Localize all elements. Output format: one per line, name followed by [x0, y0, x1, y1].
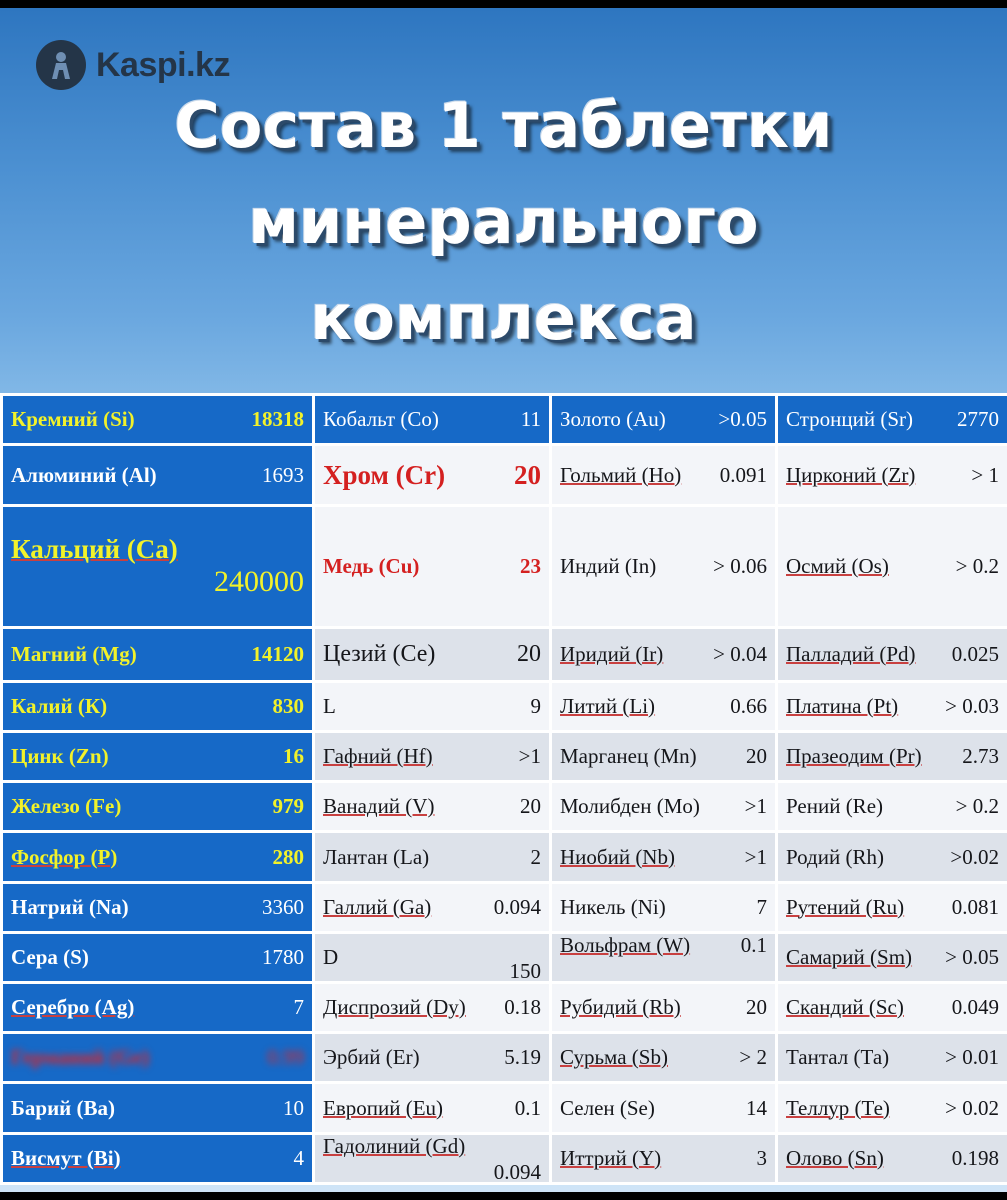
table-row	[2, 983, 1007, 1033]
table-cell	[314, 681, 551, 731]
element-value: 150	[509, 958, 541, 983]
element-value: 7	[756, 894, 767, 919]
element-name: Рубидий (Rb)	[560, 995, 681, 1020]
element-value: 830	[272, 693, 304, 718]
table-cell	[2, 628, 314, 682]
table-row	[2, 1033, 1007, 1083]
element-name: Гольмий (Ho)	[560, 462, 682, 487]
table-cell	[2, 395, 314, 445]
table-cell	[314, 445, 551, 506]
table-cell	[551, 506, 777, 628]
element-name: Индий (In)	[560, 554, 657, 579]
table-cell	[777, 832, 1007, 882]
element-name: Стронций (Sr)	[786, 407, 914, 432]
element-value: 4	[293, 1145, 304, 1170]
element-value: 0.081	[951, 894, 999, 919]
element-value: > 0.2	[955, 794, 999, 819]
element-name: Иридий (Ir)	[560, 641, 664, 666]
element-name: Тантал (Та)	[786, 1045, 890, 1070]
element-name: Вольфрам (W)	[560, 932, 691, 957]
element-name: Родий (Rh)	[786, 844, 884, 869]
element-value: 20	[746, 744, 767, 769]
poster	[0, 8, 1007, 1192]
table-cell	[2, 1083, 314, 1133]
table-cell	[2, 1133, 314, 1183]
element-value: >0.05	[718, 407, 767, 432]
element-value: >1	[744, 844, 767, 869]
table-cell	[551, 782, 777, 832]
element-value: 0.1	[740, 932, 767, 957]
element-name: Цирконий (Zr)	[786, 462, 916, 487]
table-cell	[314, 1133, 551, 1183]
table-cell	[2, 932, 314, 982]
table-cell	[314, 395, 551, 445]
table-cell	[314, 882, 551, 932]
element-name: Празеодим (Pr)	[786, 744, 922, 769]
element-name: Марганец (Mn)	[560, 744, 697, 769]
table-cell	[314, 983, 551, 1033]
table-cell	[777, 628, 1007, 682]
table-cell	[777, 681, 1007, 731]
element-value: >1	[518, 744, 541, 769]
table-cell	[2, 681, 314, 731]
element-name: Европий (Eu)	[323, 1095, 444, 1120]
element-name: Лантан (La)	[323, 844, 430, 869]
page-title	[0, 78, 1007, 366]
element-value: 2770	[957, 407, 999, 432]
element-value: 2	[530, 844, 541, 869]
element-value: 0.049	[951, 995, 999, 1020]
table-cell	[551, 628, 777, 682]
element-name: Галлий (Ga)	[323, 894, 432, 919]
table-row	[2, 1083, 1007, 1133]
element-value: 20	[514, 459, 541, 490]
table-row	[2, 932, 1007, 982]
table-cell	[551, 681, 777, 731]
table-cell	[2, 445, 314, 506]
table-cell	[2, 882, 314, 932]
element-name: Ванадий (V)	[323, 794, 435, 819]
element-value: > 0.01	[945, 1045, 999, 1070]
table-row	[2, 681, 1007, 731]
element-value: > 1	[971, 462, 999, 487]
table-cell	[314, 932, 551, 982]
table-cell	[314, 1033, 551, 1083]
element-value: 10	[283, 1095, 304, 1120]
table-cell	[777, 732, 1007, 782]
element-name: Кремний (Si)	[11, 407, 135, 432]
element-name: Рутений (Ru)	[786, 894, 905, 919]
element-value: 1780	[262, 944, 304, 969]
element-name: Платина (Pt)	[786, 693, 899, 718]
element-value: 240000	[214, 565, 304, 599]
table-cell	[551, 1033, 777, 1083]
element-name: Калий (К)	[11, 693, 108, 718]
element-value: > 0.05	[945, 944, 999, 969]
element-name: Германий (Ge)	[11, 1045, 150, 1070]
element-value: 0.094	[493, 1159, 541, 1184]
element-name: Кобальт (Со)	[323, 407, 439, 432]
element-value: 5.19	[504, 1045, 541, 1070]
table-cell	[314, 832, 551, 882]
table-row	[2, 882, 1007, 932]
element-name: Кальций (Са)	[11, 534, 178, 565]
table-row	[2, 628, 1007, 682]
element-name: Цинк (Zn)	[11, 744, 109, 769]
title-line-2: минерального	[248, 185, 759, 258]
element-name: Литий (Li)	[560, 693, 656, 718]
element-name: Гадолиний (Gd)	[323, 1133, 466, 1158]
element-name: L	[323, 693, 336, 718]
table-cell	[777, 445, 1007, 506]
table-cell	[314, 732, 551, 782]
element-name: Барий (Ba)	[11, 1095, 116, 1120]
table-cell	[777, 506, 1007, 628]
element-value: 7	[293, 995, 304, 1020]
table-cell	[551, 932, 777, 982]
table-cell	[2, 983, 314, 1033]
element-value: 0.198	[951, 1145, 999, 1170]
element-name: Никель (Ni)	[560, 894, 666, 919]
element-name: Самарий (Sm)	[786, 944, 913, 969]
element-value: > 0.2	[955, 554, 999, 579]
element-value: 0.1	[514, 1095, 541, 1120]
table-row	[2, 732, 1007, 782]
table-cell	[314, 506, 551, 628]
table-cell	[777, 1033, 1007, 1083]
element-value: 20	[520, 794, 541, 819]
element-value: 0.99	[267, 1045, 304, 1070]
table-cell	[777, 395, 1007, 445]
element-value: 3360	[262, 894, 304, 919]
table-cell	[777, 882, 1007, 932]
table-cell	[314, 628, 551, 682]
element-value: 16	[283, 744, 304, 769]
element-name: Висмут (Bi)	[11, 1145, 121, 1170]
element-name: Натрий (Na)	[11, 894, 129, 919]
element-name: Палладий (Pd)	[786, 641, 916, 666]
table-cell	[777, 983, 1007, 1033]
element-name: Гафний (Hf)	[323, 744, 433, 769]
element-value: 14120	[251, 641, 304, 666]
table-row	[2, 832, 1007, 882]
element-name: Скандий (Sc)	[786, 995, 904, 1020]
element-value: 979	[272, 794, 304, 819]
element-value: >0.02	[950, 844, 999, 869]
element-value: 11	[520, 407, 541, 432]
element-name: Цезий (Се)	[323, 640, 436, 667]
table-row	[2, 445, 1007, 506]
table-row	[2, 782, 1007, 832]
element-value: 0.025	[951, 641, 999, 666]
element-value: 9	[530, 693, 541, 718]
watermark-text: Kaspi.kz	[96, 45, 230, 84]
element-name: Сурьма (Sb)	[560, 1045, 668, 1070]
element-value: 1693	[262, 462, 304, 487]
element-name: Железо (Fe)	[11, 794, 122, 819]
table-cell	[2, 1033, 314, 1083]
element-name: Олово (Sn)	[786, 1145, 884, 1170]
element-value: 280	[272, 844, 304, 869]
element-value: 18318	[251, 407, 304, 432]
element-name: D	[323, 944, 339, 969]
element-name: Золото (Au)	[560, 407, 666, 432]
table-cell	[2, 506, 314, 628]
element-name: Сера (S)	[11, 944, 89, 969]
element-value: 23	[520, 554, 541, 579]
table-cell	[551, 983, 777, 1033]
element-name: Осмий (Os)	[786, 554, 889, 579]
element-value: >1	[744, 794, 767, 819]
element-name: Иттрий (Y)	[560, 1145, 662, 1170]
element-name: Хром (Cr)	[323, 459, 446, 490]
table-cell	[2, 732, 314, 782]
element-value: > 0.06	[713, 554, 767, 579]
element-name: Эрбий (Er)	[323, 1045, 420, 1070]
element-value: 0.18	[504, 995, 541, 1020]
table-cell	[314, 782, 551, 832]
table-cell	[551, 445, 777, 506]
element-name: Рений (Re)	[786, 794, 884, 819]
table-cell	[551, 395, 777, 445]
element-name: Медь (Cu)	[323, 554, 420, 579]
table-cell	[551, 1133, 777, 1183]
table-row	[2, 1133, 1007, 1183]
element-value: > 0.03	[945, 693, 999, 718]
element-value: 20	[746, 995, 767, 1020]
element-value: 0.66	[730, 693, 767, 718]
element-name: Серебро (Ag)	[11, 995, 135, 1020]
element-value: > 2	[739, 1045, 767, 1070]
element-name: Магний (Mg)	[11, 641, 137, 666]
element-name: Диспрозий (Dy)	[323, 995, 466, 1020]
table-cell	[551, 832, 777, 882]
table-cell	[777, 1083, 1007, 1133]
element-name: Селен (Se)	[560, 1095, 655, 1120]
element-value: 20	[517, 640, 541, 667]
element-name: Теллур (Те)	[786, 1095, 890, 1120]
element-value: 3	[756, 1145, 767, 1170]
element-name: Молибден (Mo)	[560, 794, 700, 819]
table-row	[2, 506, 1007, 628]
element-value: 14	[746, 1095, 767, 1120]
minerals-table	[0, 393, 1007, 1185]
table-cell	[314, 1083, 551, 1133]
title-line-3: комплекса	[310, 281, 697, 354]
table-cell	[777, 782, 1007, 832]
title-line-1: Состав 1 таблетки	[174, 89, 833, 162]
table-cell	[2, 782, 314, 832]
table-cell	[551, 1083, 777, 1133]
element-name: Фосфор (P)	[11, 844, 118, 869]
table-cell	[551, 882, 777, 932]
element-name: Алюминий (Al)	[11, 462, 157, 487]
table-cell	[2, 832, 314, 882]
element-value: 0.091	[719, 462, 767, 487]
element-name: Ниобий (Nb)	[560, 844, 675, 869]
element-value: > 0.04	[713, 641, 767, 666]
table-cell	[551, 732, 777, 782]
table-cell	[777, 1133, 1007, 1183]
element-value: 2.73	[962, 744, 999, 769]
table-cell	[777, 932, 1007, 982]
table-row	[2, 395, 1007, 445]
element-value: > 0.02	[945, 1095, 999, 1120]
element-value: 0.094	[493, 894, 541, 919]
